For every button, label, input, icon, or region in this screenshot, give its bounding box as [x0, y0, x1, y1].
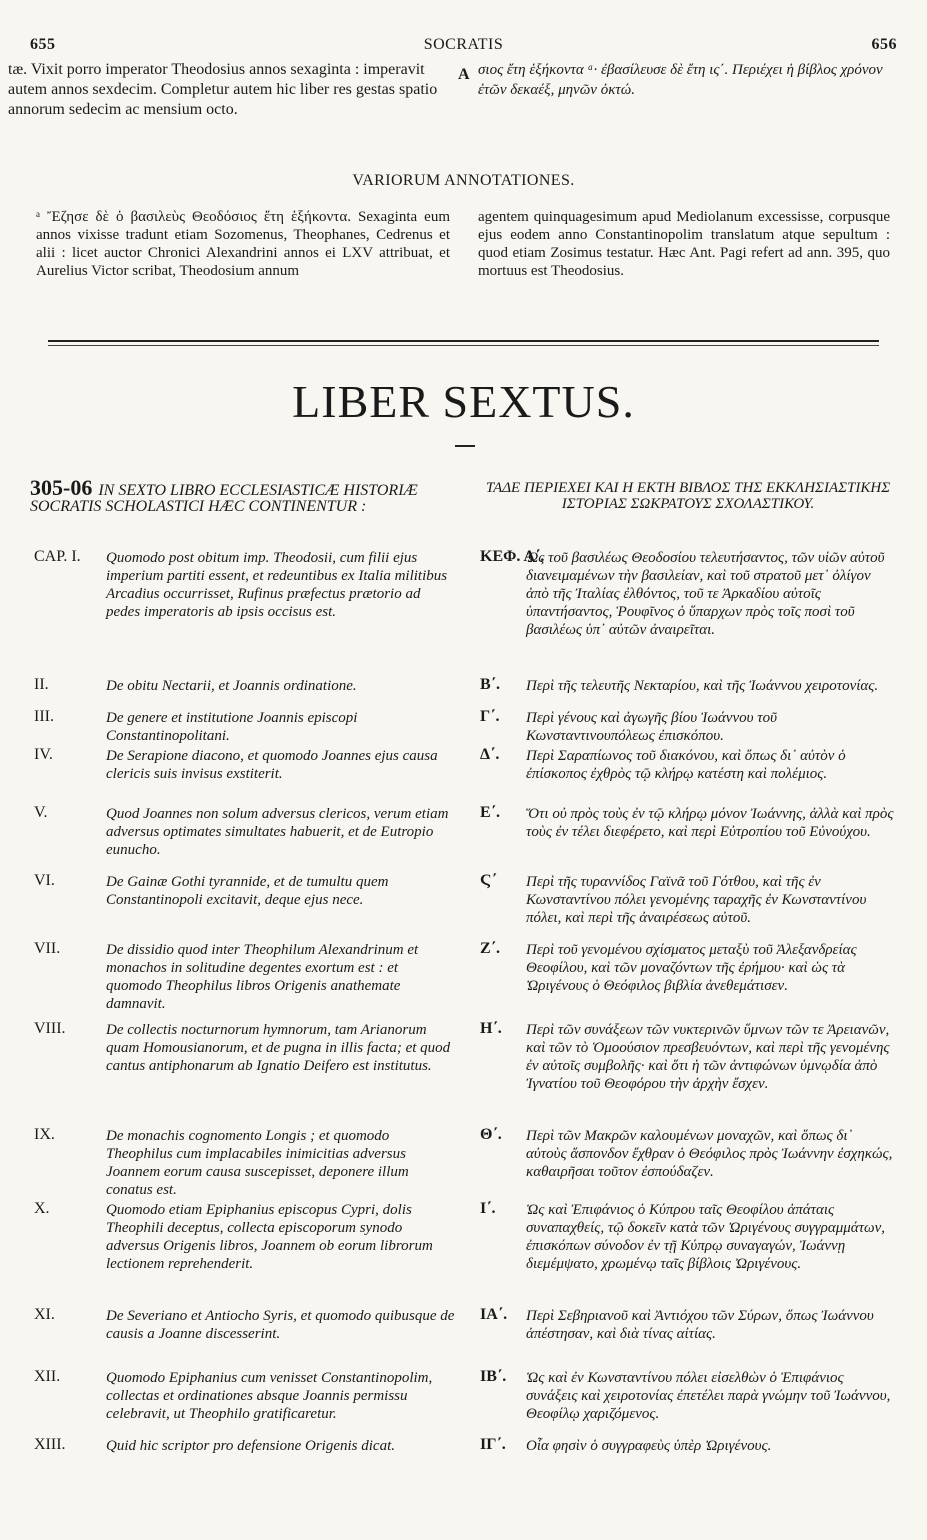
page-number-right: 656: [871, 36, 897, 53]
latin-chapter-summary: De Serapione diacono, et quomodo Joannes ejus causa clericis suis invisus exstiterit.: [106, 748, 438, 782]
latin-chapter-number: XIII.: [34, 1436, 66, 1453]
latin-chapter-summary: Quid hic scriptor pro defensione Origenis dicat.: [106, 1438, 395, 1454]
margin-column-number: 305-06: [30, 475, 93, 500]
latin-chapter-number: VII.: [34, 940, 61, 957]
latin-chapter-number: IV.: [34, 746, 53, 763]
greek-chapter-number: Γ΄.: [480, 708, 500, 725]
latin-chapter-number: XII.: [34, 1368, 61, 1385]
section-rule-thin: [48, 345, 879, 346]
greek-chapter-number: Ζ΄.: [480, 940, 500, 957]
greek-chapter-summary: Ὡς καὶ ἐν Κωνσταντίνου πόλει εἰσελθὼν ὁ Ἐπιφάνιος συνάξεις καὶ χειροτονίας ἐπετέλει παρὰ γνώμην τοῦ Ἰωάννου, Θεοφίλῳ χαριζόμενος.: [526, 1370, 891, 1422]
contents-latin-heading: [30, 475, 460, 515]
latin-chapter-number: VI.: [34, 872, 55, 889]
running-title: SOCRATIS: [423, 36, 504, 53]
greek-chapter-number: Β΄.: [480, 676, 500, 693]
greek-chapter-number: ΚΕΦ. Α΄.: [480, 548, 545, 565]
greek-chapter-summary: Οἷα φησὶν ὁ συγγραφεὺς ὑπὲρ Ὠριγένους.: [526, 1438, 772, 1454]
greek-chapter-summary: Περὶ τῆς τυραννίδος Γαϊνᾶ τοῦ Γότθου, καὶ τῆς ἐν Κωνσταντίνου πόλει γενομένης ταραχῆς ἐν Κωνσταντίνου πόλει, καὶ περὶ τῆς ἀναιρέσεως αὐτοῦ.: [526, 874, 867, 926]
greek-chapter-number: Η΄.: [480, 1020, 502, 1037]
latin-chapter-number: XI.: [34, 1306, 55, 1323]
intro-greek-text: σιος ἔτη ἑξήκοντα ᵃ· ἐβασίλευσε δὲ ἔτη ις΄. Περιέχει ἡ βίβλος χρόνον ἐτῶν δεκαέξ, μηνῶν ὀκτώ.: [478, 62, 883, 98]
greek-chapter-summary: Ὡς τοῦ βασιλέως Θεοδοσίου τελευτήσαντος, τῶν υἱῶν αὐτοῦ διανειμαμένων τὴν βασιλείαν, καὶ τοῦ στρατοῦ μετ᾿ ὀλίγον ἀπὸ τῆς Ἰταλίας ἐλθόντος, τοῦ τε Ἀρκαδίου αὐτοῖς ὑπαντήσαντος, Ῥουφῖνος ὁ ὕπαρχων πρὸς τοῖς ποσὶ τοῦ βασιλέως ὑπ᾿ αὐτῶν ἀναιρεῖται.: [526, 550, 885, 638]
section-rule: [48, 340, 879, 342]
latin-chapter-summary: Quod Joannes non solum adversus clericos, verum etiam adversus optimates simultates habuerit, et de Eutropio eunucho.: [106, 806, 449, 858]
latin-chapter-number: II.: [34, 676, 49, 693]
greek-chapter-number: Ϛ΄: [480, 872, 497, 889]
latin-chapter-number: V.: [34, 804, 48, 821]
greek-chapter-summary: Περὶ γένους καὶ ἀγωγῆς βίου Ἰωάννου τοῦ Κωνσταντινουπόλεως ἐπισκόπου.: [526, 710, 778, 744]
greek-chapter-summary: Περὶ τοῦ γενομένου σχίσματος μεταξὺ τοῦ Ἀλεξανδρείας Θεοφίλου, καὶ τῶν μοναζόντων τῆς ἐρήμου· καὶ ὡς τὰ Ὠριγένους ὁ Θεόφιλος βιβλία ἀνεθεμάτισεν.: [526, 942, 857, 994]
greek-chapter-summary: Ὅτι οὐ πρὸς τοὺς ἐν τῷ κλήρῳ μόνον Ἰωάννης, ἀλλὰ καὶ πρὸς τοὺς ἐν τέλει διεφέρετο, καὶ περὶ Εὐτροπίου τοῦ Εὐνούχου.: [526, 806, 894, 840]
greek-chapter-number: ΙΒ΄.: [480, 1368, 507, 1385]
greek-chapter-summary: Περὶ Σεβηριανοῦ καὶ Ἀντιόχου τῶν Σύρων, ὅπως Ἰωάννου ἀπέστησαν, καὶ διὰ τίνας αἰτίας.: [526, 1308, 874, 1342]
annotations-heading: VARIORUM ANNOTATIONES.: [352, 172, 575, 189]
latin-chapter-number: IX.: [34, 1126, 55, 1143]
latin-chapter-summary: De monachis cognomento Longis ; et quomodo Theophilus cum implacabiles inimicitias adversus Joannem eorum causa suscepisset, deponere illum conatus est.: [106, 1128, 409, 1198]
greek-chapter-summary: Ὡς καὶ Ἐπιφάνιος ὁ Κύπρου ταῖς Θεοφίλου ἀπάταις συναπαχθείς, τῷ δοκεῖν κατὰ τῶν Ὠριγένους συγγραμμάτων, ἐπισκόπων σύνοδον ἐν τῇ Κύπρῳ συναγαγών, Ἰωάννῃ διεμέμψατο, χρωμένῳ ταῖς βίβλοις Ὠριγένους.: [526, 1202, 885, 1272]
latin-chapter-summary: De Gainæ Gothi tyrannide, et de tumultu quem Constantinopoli excitavit, deque ejus nece.: [106, 874, 389, 908]
latin-chapter-summary: Quomodo etiam Epiphanius episcopus Cypri, dolis Theophili deceptus, collecta episcoporum synodo adversus Origenis libros, Joannem ob eorum librorum lectionem reprehenderit.: [106, 1202, 433, 1272]
greek-chapter-number: ΙΓ΄.: [480, 1436, 506, 1453]
greek-chapter-number: Ι΄.: [480, 1200, 496, 1217]
latin-chapter-summary: De Severiano et Antiocho Syris, et quomodo quibusque de causis a Joanne discesserint.: [106, 1308, 455, 1342]
greek-chapter-summary: Περὶ τῶν Μακρῶν καλουμένων μοναχῶν, καὶ ὅπως δι᾿ αὐτοὺς ἄσπονδον ἔχθραν ὁ Θεόφιλος πρὸς Ἰωάννην ἐσχηκώς, καθαιρῆσαι τοῦτον ἐσπούδαζεν.: [526, 1128, 893, 1180]
contents-greek-heading: ΤΑΔΕ ΠΕΡΙΕΧΕΙ ΚΑΙ Η ΕΚΤΗ ΒΙΒΛΟΣ ΤΗΣ ΕΚΚΛΗΣΙΑΣΤΙΚΗΣ ΙΣΤΟΡΙΑΣ ΣΩΚΡΑΤΟΥΣ ΣΧΟΛΑΣΤΙΚΟΥ.: [485, 480, 891, 512]
latin-chapter-summary: De dissidio quod inter Theophilum Alexandrinum et monachos in solitudine degentes exortum est : et quomodo Theophilus libros Origenis anathemate damnavit.: [106, 942, 419, 1012]
annotation-right-column: agentem quinquagesimum apud Mediolanum excessisse, corpusque ejus eodem anno Constantinopolim translatum atque sepultum : quod etiam Zosimus testatur. Hæc Ant. Pagi refert ad ann. 395, quo mortuus est Theodosius.: [478, 209, 890, 279]
latin-chapter-number: X.: [34, 1200, 50, 1217]
book-title: LIBER SEXTUS.: [292, 376, 635, 427]
greek-chapter-number: Δ΄.: [480, 746, 500, 763]
greek-chapter-number: Θ΄.: [480, 1126, 502, 1143]
intro-latin-text: tæ. Vixit porro imperator Theodosius annos sexaginta : imperavit autem annos sexdecim. Completur autem hic liber res gestas spatio annorum sedecim ac mensium octo.: [8, 61, 438, 118]
latin-chapter-summary: Quomodo Epiphanius cum venisset Constantinopolim, collectas et ordinationes absque Joannis permissu celebravit, ut Theophilo gratificaretur.: [106, 1370, 433, 1422]
greek-chapter-number: Ε΄.: [480, 804, 500, 821]
latin-chapter-summary: De genere et institutione Joannis episcopi Constantinopolitani.: [106, 710, 358, 744]
greek-chapter-summary: Περὶ Σαραπίωνος τοῦ διακόνου, καὶ ὅπως δι᾿ αὐτὸν ὁ ἐπίσκοπος ἐχθρὸς τῷ κλήρῳ κατέστη καὶ πολέμιος.: [526, 748, 846, 782]
margin-letter-a: A: [458, 66, 470, 83]
greek-chapter-summary: Περὶ τῆς τελευτῆς Νεκταρίου, καὶ τῆς Ἰωάννου χειροτονίας.: [526, 678, 879, 694]
greek-chapter-summary: Περὶ τῶν συνάξεων τῶν νυκτερινῶν ὕμνων τῶν τε Ἀρειανῶν, καὶ τῶν τὸ Ὁμοούσιον πρεσβευόντων, καὶ περὶ τῆς γενομένης ἐν αὐτοῖς συμβολῆς· καὶ ὅτι ἡ τῶν ἀντιφώνων ὑμνῳδία ἀπὸ Ἰγνατίου τοῦ Θεοφόρου τὴν ἀρχὴν ἔσχεν.: [526, 1022, 890, 1092]
latin-chapter-number: VIII.: [34, 1020, 66, 1037]
running-head: [30, 36, 897, 56]
annotation-left-column: ᵃ Ἔζησε δὲ ὁ βασιλεὺς Θεοδόσιος ἔτη ἑξήκοντα. Sexaginta eum annos vixisse tradunt etiam Sozomenus, Theophanes, Cedrenus et alii : licet auctor Chronici Alexandrini annos ei LXV attribuat, et Aurelius Victor scribat, Theodosium annum: [36, 209, 450, 279]
latin-chapter-summary: Quomodo post obitum imp. Theodosii, cum filii ejus imperium partiti essent, et redeuntibus ex Italia militibus Arcadius occurrisset, Rufinus præfectus prætorio ad pedes imperatoris ab ipsis occisus est.: [106, 550, 448, 620]
latin-chapter-number: CAP. I.: [34, 548, 81, 565]
greek-chapter-number: ΙΑ΄.: [480, 1306, 508, 1323]
latin-chapter-summary: De obitu Nectarii, et Joannis ordinatione.: [106, 678, 357, 694]
latin-heading-text: IN SEXTO LIBRO ECCLESIASTICÆ HISTORIÆ SOCRATIS SCHOLASTICI HÆC CONTINENTUR :: [30, 482, 418, 515]
page-number-left: 655: [30, 36, 56, 53]
latin-chapter-number: III.: [34, 708, 54, 725]
title-dash: [455, 445, 475, 447]
latin-chapter-summary: De collectis nocturnorum hymnorum, tam Arianorum quam Homousianorum, et de pugna in illis facta; et quod cantus antiphonarum ab Ignatio Deifero est institutus.: [106, 1022, 451, 1074]
